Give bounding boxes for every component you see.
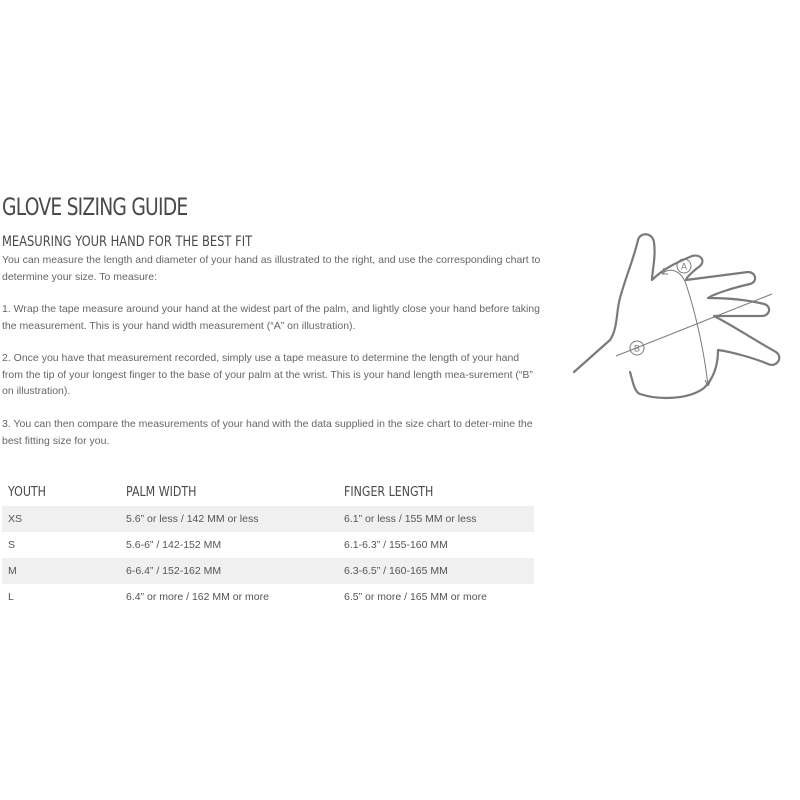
header-finger-length: FINGER LENGTH (344, 484, 434, 500)
finger-length-cell: 6.1-6.3” / 155-160 MM (344, 539, 448, 551)
size-cell: L (8, 591, 14, 603)
finger-length-cell: 6.5” or more / 165 MM or more (344, 591, 487, 603)
size-cell: M (2, 558, 120, 584)
header-youth: YOUTH (8, 484, 46, 500)
size-cell: XS (2, 506, 120, 532)
page-title: GLOVE SIZING GUIDE (2, 193, 188, 221)
size-cell: S (8, 539, 16, 551)
hand-outline (574, 234, 779, 398)
palm-width-cell: 5.6-6” / 142-152 MM (126, 539, 222, 551)
label-a: A (680, 261, 688, 272)
table-row (2, 584, 534, 610)
size-chart-header-row (2, 478, 534, 506)
step-3-paragraph: 3. You can then compare the measurements of your hand with the data supplied in the size chart to deter-mine the best fitting size for you. (2, 418, 533, 447)
palm-width-cell: 6-6.4” / 152-162 MM (120, 558, 338, 584)
finger-length-cell: 6.1” or less / 155 MM or less (338, 506, 534, 532)
finger-length-cell: 6.3-6.5” / 160-165 MM (338, 558, 534, 584)
table-row (2, 558, 534, 584)
table-row (2, 532, 534, 558)
intro-paragraph: You can measure the length and diameter of your hand as illustrated to the right, and use the corresponding chart to determine your size. To measure: (2, 254, 541, 283)
section-subtitle: MEASURING YOUR HAND FOR THE BEST FIT (2, 234, 253, 250)
palm-width-cell: 5.6” or less / 142 MM or less (120, 506, 338, 532)
hand-measurement-illustration (568, 228, 790, 406)
palm-width-cell: 6.4” or more / 162 MM or more (126, 591, 269, 603)
label-b: B (633, 343, 641, 354)
header-palm-width: PALM WIDTH (126, 484, 197, 500)
table-row (2, 506, 534, 532)
step-2-paragraph: 2. Once you have that measurement recorded, simply use a tape measure to determine the length of your hand from the tip of your longest finger to the base of your palm at the wrist. This is your hand length mea-surement (“B” on illustration). (2, 352, 533, 397)
step-1-paragraph: 1. Wrap the tape measure around your hand at the widest part of the palm, and lightly close your hand before taking the measurement. This is your hand width measurement (“A” on illustration). (2, 303, 540, 332)
size-chart-table (2, 478, 534, 610)
